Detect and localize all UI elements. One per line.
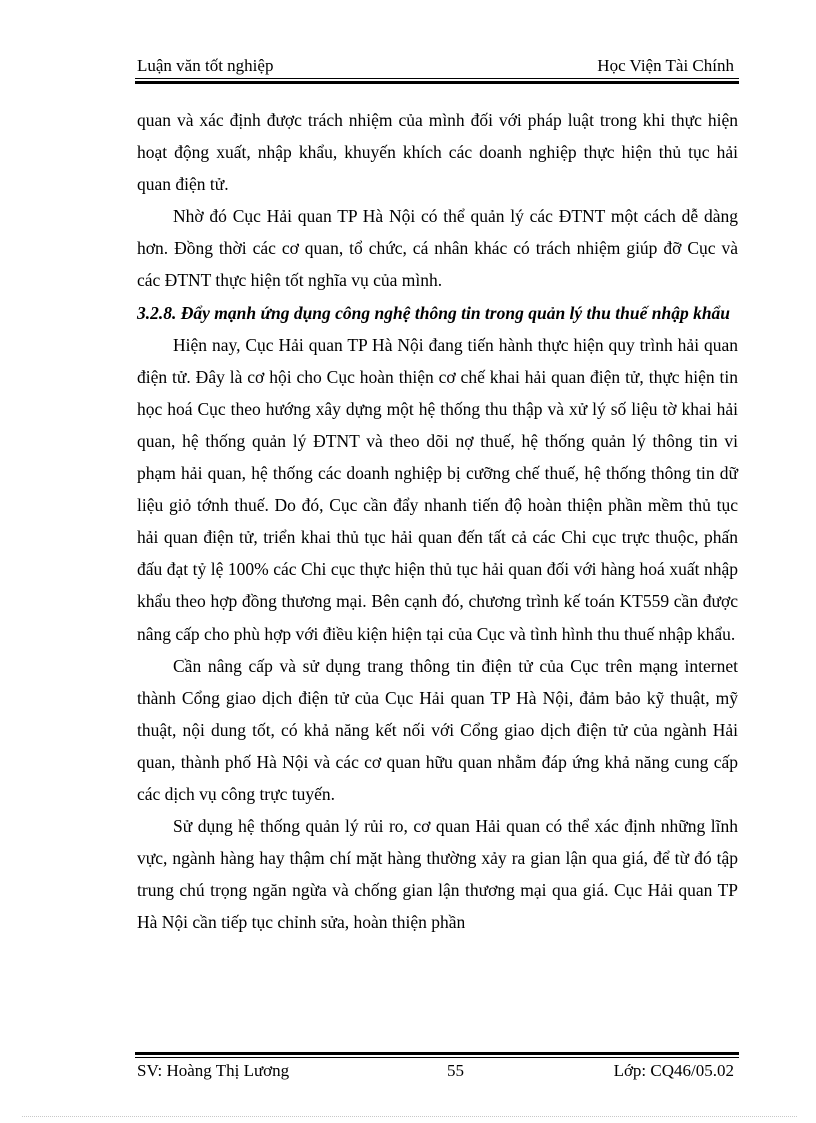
- header-institution: Học Viện Tài Chính: [597, 56, 734, 75]
- page-header: [137, 55, 738, 79]
- page-body: [137, 104, 738, 938]
- page-footer: [137, 1060, 738, 1084]
- footer-divider: [135, 1052, 739, 1058]
- paragraph-2: Nhờ đó Cục Hải quan TP Hà Nội có thể quản lý các ĐTNT một cách dễ dàng hơn. Đồng thời các cơ quan, tổ chức, cá nhân khác có trách nhiệm giúp đỡ Cục và các ĐTNT thực hiện tốt nghĩa vụ của mình.: [137, 206, 738, 291]
- paragraph-5: Sử dụng hệ thống quản lý rủi ro, cơ quan Hải quan có thể xác định những lĩnh vực, ngành hàng hay thậm chí mặt hàng thường xảy ra gian lận qua giá, để từ đó tập trung chú trọng ngăn ngừa và chống gian lận thương mại qua giá. Cục Hải quan TP Hà Nội cần tiếp tục chỉnh sửa, hoàn thiện phần: [137, 816, 738, 933]
- paragraph-1: quan và xác định được trách nhiệm của mình đối với pháp luật trong khi thực hiện hoạt động xuất, nhập khẩu, khuyến khích các doanh nghiệp thực hiện thủ tục hải quan điện tử.: [137, 110, 738, 195]
- footer-student-name: SV: Hoàng Thị Lương: [137, 1061, 290, 1080]
- paragraph-4: Cần nâng cấp và sử dụng trang thông tin điện tử của Cục trên mạng internet thành Cổng giao dịch điện tử của Cục Hải quan TP Hà Nội, đảm bảo kỹ thuật, mỹ thuật, nội dung tốt, có khả năng kết nối với Cổng giao dịch điện tử của ngành Hải quan, thành phố Hà Nội và các cơ quan hữu quan nhằm đáp ứng khả năng cung cấp các dịch vụ công trực tuyến.: [137, 655, 738, 804]
- footer-class-code: Lớp: CQ46/05.02: [613, 1061, 734, 1080]
- paragraph-3: Hiện nay, Cục Hải quan TP Hà Nội đang tiến hành thực hiện quy trình hải quan điện tử. Đây là cơ hội cho Cục hoàn thiện cơ chế khai hải quan điện tử, thực hiện tin học hoá Cục theo hướng xây dựng một hệ thống thu thập và xử lý số liệu tờ khai hải quan, hệ thống quản lý ĐTNT và theo dõi nợ thuế, hệ thống quản lý thông tin vi phạm hải quan, hệ thống các doanh nghiệp bị cưỡng chế thuế, hệ thống thông tin dữ liệu giỏ tớnh thuế. Do đó, Cục cần đẩy nhanh tiến độ hoàn thiện phần mềm thủ tục hải quan điện tử, triển khai thủ tục hải quan đến tất cả các Chi cục trực thuộc, phấn đấu đạt tỷ lệ 100% các Chi cục thực hiện thủ tục hải quan đối với hàng hoá xuất nhập khẩu theo hợp đồng thương mại. Bên cạnh đó, chương trình kế toán KT559 cần được nâng cấp cho phù hợp với điều kiện hiện tại của Cục và tình hình thu thuế nhập khẩu.: [137, 334, 738, 644]
- page-number: 55: [447, 1061, 464, 1080]
- header-thesis-label: Luận văn tốt nghiệp: [137, 56, 274, 75]
- section-heading: 3.2.8. Đẩy mạnh ứng dụng công nghệ thông tin trong quản lý thu thuế nhập khẩu: [137, 302, 731, 323]
- header-divider: [135, 78, 739, 84]
- page-bottom-edge: [22, 1116, 797, 1117]
